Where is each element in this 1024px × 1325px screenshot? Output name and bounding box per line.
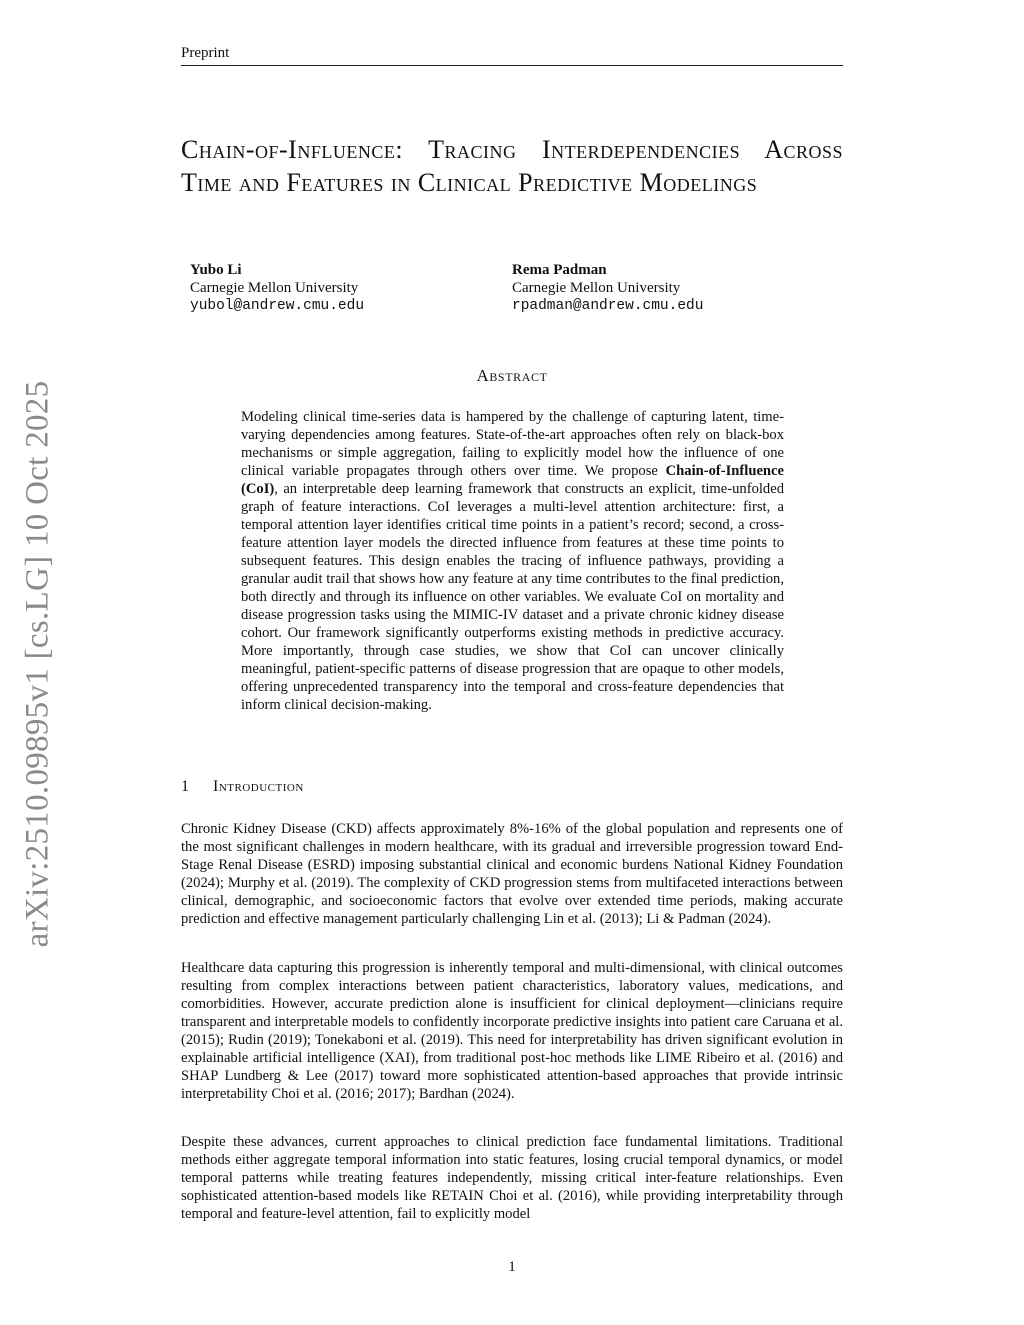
author-name: Rema Padman — [512, 262, 607, 278]
page-number: 1 — [508, 1259, 516, 1275]
abstract-text-end: , an interpretable deep learning framework that constructs an explicit, time-unfolded graph of feature interactions. CoI leverages a multi-level attention architecture: first, a temporal attention layer identifies critical time points in a patient’s record; second, a cross-feature attention layer models the directed influence from features at these time points to subsequent features. This design enables the tracing of influence pathways, providing a granular audit trail that shows how any feature at any time contributes to the final prediction, both directly and through its influence on other variables. We evaluate CoI on mortality and disease progression tasks using the MIMIC-IV dataset and a private chronic kidney disease cohort. Our framework significantly outperforms existing methods in predictive accuracy. More importantly, through case studies, we show that CoI can uncover clinically meaningful, patient-specific patterns of disease progression that are opaque to other models, offering unprecedented transparency into the temporal and cross-feature dependencies that inform clinical decision-making. — [241, 481, 784, 713]
section-title: Introduction — [213, 778, 304, 795]
section-number: 1 — [181, 778, 190, 795]
author-email[interactable]: rpadman@andrew.cmu.edu — [512, 298, 704, 314]
running-header: Preprint — [181, 45, 230, 61]
abstract-text — [241, 408, 784, 714]
abstract-highlight: Chain-of-Influence (CoI) — [241, 463, 784, 497]
intro-paragraph-2: Healthcare data capturing this progression is inherently temporal and multi-dimensional, with clinical outcomes resulting from complex interactions between patient characteristics, laboratory values, medications, and comorbidities. However, accurate prediction alone is insufficient for clinical deployment—clinicians require transparent and interpretable models to confidently incorporate predictive insights into patient care Caruana et al. (2015); Rudin (2019); Tonekaboni et al. (2019). This need for interpretability has driven significant evolution in explainable artificial intelligence (XAI), from traditional post-hoc methods like LIME Ribeiro et al. (2016) and SHAP Lundberg & Lee (2017) toward more sophisticated attention-based approaches that provide intrinsic interpretability Choi et al. (2016; 2017); Bardhan (2024). — [181, 960, 843, 1102]
arxiv-stamp — [18, 373, 58, 956]
author-affiliation: Carnegie Mellon University — [512, 280, 681, 296]
author-affiliation: Carnegie Mellon University — [190, 280, 359, 296]
abstract-text-start: Modeling clinical time-series data is hampered by the challenge of capturing latent, time-varying dependencies among features. State-of-the-art approaches often rely on black-box mechanisms or simple aggregation, failing to explicitly model how the influence of one clinical variable propagates through others over time. We propose — [241, 409, 784, 479]
paper-title: Chain-of-Influence: Tracing Interdependencies Across Time and Features in Clinical Predictive Modelings — [181, 135, 843, 197]
section-heading — [181, 778, 304, 796]
author-email[interactable]: yubol@andrew.cmu.edu — [190, 298, 365, 314]
intro-paragraph-3: Despite these advances, current approaches to clinical prediction face fundamental limitations. Traditional methods either aggregate temporal information into static features, losing crucial temporal dynamics, or model temporal patterns while treating features independently, missing critical inter-feature relationships. Even sophisticated attention-based models like RETAIN Choi et al. (2016), while providing interpretability through temporal and feature-level attention, fail to explicitly model — [181, 1134, 843, 1222]
author-block-1 — [190, 261, 364, 315]
header-rule — [181, 65, 843, 66]
arxiv-stamp-text: arXiv:2510.09895v1 [cs.LG] 10 Oct 2025 — [19, 380, 56, 948]
author-name: Yubo Li — [190, 262, 242, 278]
author-block-2 — [512, 261, 703, 315]
abstract-heading: Abstract — [476, 366, 548, 385]
intro-paragraph-1: Chronic Kidney Disease (CKD) affects approximately 8%-16% of the global population and represents one of the most significant challenges in modern healthcare, with its gradual and irreversible progression toward End-Stage Renal Disease (ESRD) imposing substantial clinical and economic burdens National Kidney Foundation (2024); Murphy et al. (2019). The complexity of CKD progression stems from multifaceted interactions between clinical, demographic, and socioeconomic factors that evolve over extended time periods, making accurate prediction and effective management particularly challenging Lin et al. (2013); Li & Padman (2024). — [181, 821, 843, 927]
